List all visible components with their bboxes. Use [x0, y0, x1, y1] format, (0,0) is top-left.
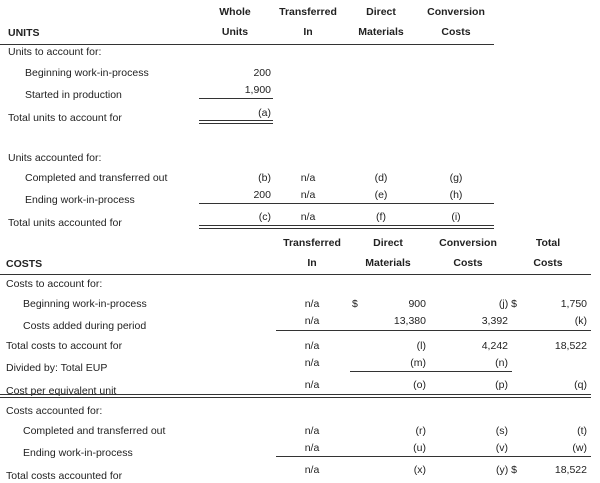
units-section-title: UNITS: [8, 27, 40, 39]
value-cost-added-tc: (k): [574, 315, 587, 327]
value-cost-total-acc-cc: (y) $: [496, 464, 517, 476]
header-whole-units-2: Units: [221, 26, 249, 38]
costs-ending-underline: [276, 456, 591, 457]
header-direct-materials-1: Direct: [366, 6, 396, 18]
row-label-total-units-accounted: Total units accounted for: [8, 217, 122, 229]
row-label-started: Started in production: [25, 89, 122, 101]
value-cost-added-cc: 3,392: [481, 315, 508, 327]
value-completed-whole: (b): [258, 172, 271, 184]
total-units-double-rule: [199, 120, 273, 124]
started-underline: [199, 98, 273, 99]
row-label-total-units-to-account: Total units to account for: [8, 112, 122, 124]
row-label-beginning-wip-costs: Beginning work-in-process: [23, 298, 147, 310]
value-cost-ending-ti: n/a: [304, 442, 320, 454]
value-divided-dm: (m): [410, 357, 426, 369]
row-label-costs-added: Costs added during period: [23, 320, 147, 332]
row-label-ending-wip-units: Ending work-in-process: [25, 194, 135, 206]
value-total-accounted-whole: (c): [258, 211, 271, 223]
value-cost-total-acc-tc: 18,522: [554, 464, 587, 476]
value-cpeu-ti: n/a: [304, 379, 320, 391]
value-cost-beginning-cc: (j) $: [498, 298, 517, 310]
costs-header-total-costs-2: Costs: [533, 257, 563, 269]
value-ending-cc: (h): [449, 189, 463, 201]
value-cost-total-cc: 4,242: [481, 340, 508, 352]
row-label-ending-wip-costs: Ending work-in-process: [23, 447, 133, 459]
header-transferred-in-1: Transferred: [279, 6, 337, 18]
costs-accounted-label: Costs accounted for:: [6, 405, 103, 417]
row-label-completed-units: Completed and transferred out: [25, 172, 168, 184]
value-cost-completed-ti: n/a: [304, 425, 320, 437]
value-ending-whole: 200: [253, 189, 271, 201]
value-completed-cc: (g): [449, 172, 463, 184]
value-started-whole: 1,900: [244, 84, 271, 96]
costs-header-conversion-costs-1: Conversion: [439, 237, 497, 249]
costs-added-underline: [276, 330, 591, 331]
units-to-account-label: Units to account for:: [8, 46, 102, 58]
value-beginning-wip-whole: 200: [253, 67, 271, 79]
value-total-accounted-cc: (i): [451, 211, 461, 223]
divided-underline: [350, 371, 512, 372]
value-cost-added-ti: n/a: [304, 315, 320, 327]
row-label-total-costs-to-account: Total costs to account for: [6, 340, 123, 352]
value-cost-completed-tc: (t): [577, 425, 587, 437]
value-cost-ending-dm: (u): [413, 442, 426, 454]
row-label-divided-by-eup: Divided by: Total EUP: [6, 362, 108, 374]
costs-header-direct-materials-1: Direct: [373, 237, 403, 249]
value-completed-ti: n/a: [300, 172, 316, 184]
value-total-accounted-ti: n/a: [300, 211, 316, 223]
ending-units-underline: [199, 203, 494, 204]
value-cpeu-cc: (p): [495, 379, 508, 391]
costs-header-transferred-in-2: In: [307, 257, 317, 269]
value-completed-dm: (d): [374, 172, 388, 184]
costs-to-account-label: Costs to account for:: [6, 278, 103, 290]
costs-section-title: COSTS: [6, 258, 43, 270]
dollar-sign-dm: $: [352, 298, 358, 310]
value-divided-ti: n/a: [304, 357, 320, 369]
value-divided-cc: (n): [495, 357, 508, 369]
value-total-units-whole: (a): [258, 107, 271, 119]
costs-header-conversion-costs-2: Costs: [453, 257, 483, 269]
row-label-total-costs-accounted: Total costs accounted for: [6, 470, 123, 482]
costs-header-rule: [0, 274, 591, 275]
header-whole-units-1: Whole: [219, 6, 251, 18]
costs-header-total-costs-1: Total: [535, 237, 561, 249]
costs-header-direct-materials-2: Materials: [365, 257, 411, 269]
value-cost-ending-cc: (v): [495, 442, 508, 454]
value-cost-total-ti: n/a: [304, 340, 320, 352]
value-cost-completed-cc: (s): [495, 425, 508, 437]
header-conversion-costs-1: Conversion: [427, 6, 485, 18]
value-ending-ti: n/a: [300, 189, 316, 201]
row-label-completed-costs: Completed and transferred out: [23, 425, 166, 437]
units-accounted-label: Units accounted for:: [8, 152, 102, 164]
header-conversion-costs-2: Costs: [441, 26, 471, 38]
header-transferred-in-2: In: [303, 26, 313, 38]
value-total-accounted-dm: (f): [376, 211, 386, 223]
header-direct-materials-2: Materials: [358, 26, 404, 38]
value-cost-ending-tc: (w): [572, 442, 587, 454]
cpeu-double-rule: [0, 394, 591, 398]
value-cost-beginning-tc: 1,750: [560, 298, 587, 310]
value-cost-total-tc: 18,522: [554, 340, 587, 352]
row-label-cost-per-eu: Cost per equivalent unit: [6, 385, 117, 397]
value-cost-total-acc-ti: n/a: [304, 464, 320, 476]
value-cost-beginning-dm: 900: [408, 298, 426, 310]
value-cost-total-acc-dm: (x): [413, 464, 426, 476]
value-cost-total-dm: (l): [416, 340, 426, 352]
value-cpeu-dm: (o): [413, 379, 426, 391]
value-ending-dm: (e): [374, 189, 388, 201]
value-cost-completed-dm: (r): [415, 425, 426, 437]
value-cost-added-dm: 13,380: [393, 315, 426, 327]
row-label-beginning-wip: Beginning work-in-process: [25, 67, 149, 79]
value-cost-beginning-ti: n/a: [304, 298, 320, 310]
costs-header-transferred-in-1: Transferred: [283, 237, 341, 249]
value-cpeu-tc: (q): [574, 379, 587, 391]
total-accounted-double-rule: [199, 225, 494, 229]
